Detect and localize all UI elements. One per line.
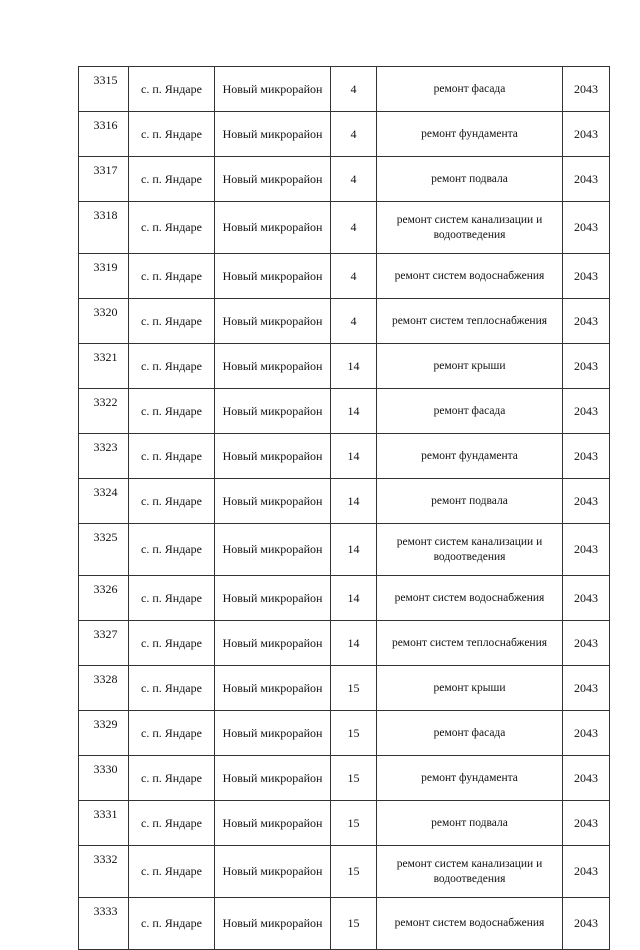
table-row [79,202,610,254]
work-type-cell: ремонт крыши [377,666,563,711]
house-number-cell: 14 [331,389,377,434]
house-number-cell: 15 [331,801,377,846]
work-type-cell: ремонт фасада [377,389,563,434]
table-row [79,67,610,112]
street-cell: Новый микрорайон [215,67,331,112]
row-number-cell: 3315 [79,67,129,112]
row-number-cell: 3325 [79,524,129,576]
settlement-cell: с. п. Яндаре [129,666,215,711]
year-cell: 2043 [563,524,610,576]
table-row [79,621,610,666]
row-number-cell: 3317 [79,157,129,202]
street-cell: Новый микрорайон [215,157,331,202]
house-number-cell: 4 [331,157,377,202]
work-type-cell: ремонт фундамента [377,434,563,479]
year-cell: 2043 [563,254,610,299]
street-cell: Новый микрорайон [215,621,331,666]
year-cell: 2043 [563,67,610,112]
row-number-cell: 3320 [79,299,129,344]
house-number-cell: 14 [331,524,377,576]
house-number-cell: 14 [331,344,377,389]
house-number-cell: 14 [331,479,377,524]
row-number-cell: 3330 [79,756,129,801]
settlement-cell: с. п. Яндаре [129,756,215,801]
work-type-cell: ремонт фасада [377,67,563,112]
settlement-cell: с. п. Яндаре [129,711,215,756]
house-number-cell: 15 [331,846,377,898]
house-number-cell: 4 [331,299,377,344]
street-cell: Новый микрорайон [215,202,331,254]
table-row [79,576,610,621]
table-row [79,801,610,846]
row-number-cell: 3319 [79,254,129,299]
table-row [79,434,610,479]
year-cell: 2043 [563,434,610,479]
work-type-cell: ремонт систем канализации и водоотведения [377,846,563,898]
work-type-cell: ремонт систем теплоснабжения [377,621,563,666]
table-row [79,846,610,898]
settlement-cell: с. п. Яндаре [129,621,215,666]
table-row [79,711,610,756]
house-number-cell: 15 [331,756,377,801]
year-cell: 2043 [563,479,610,524]
settlement-cell: с. п. Яндаре [129,299,215,344]
row-number-cell: 3327 [79,621,129,666]
table-row [79,756,610,801]
street-cell: Новый микрорайон [215,756,331,801]
year-cell: 2043 [563,801,610,846]
house-number-cell: 4 [331,112,377,157]
work-type-cell: ремонт фундамента [377,112,563,157]
street-cell: Новый микрорайон [215,846,331,898]
house-number-cell: 15 [331,711,377,756]
work-type-cell: ремонт систем теплоснабжения [377,299,563,344]
year-cell: 2043 [563,299,610,344]
street-cell: Новый микрорайон [215,898,331,950]
street-cell: Новый микрорайон [215,479,331,524]
row-number-cell: 3318 [79,202,129,254]
table-body [79,67,610,950]
work-type-cell: ремонт подвала [377,157,563,202]
settlement-cell: с. п. Яндаре [129,67,215,112]
row-number-cell: 3328 [79,666,129,711]
year-cell: 2043 [563,846,610,898]
table-row [79,112,610,157]
work-type-cell: ремонт крыши [377,344,563,389]
row-number-cell: 3316 [79,112,129,157]
year-cell: 2043 [563,344,610,389]
table-row [79,344,610,389]
repair-schedule-table [78,66,610,950]
street-cell: Новый микрорайон [215,389,331,434]
row-number-cell: 3321 [79,344,129,389]
table-row [79,666,610,711]
house-number-cell: 14 [331,434,377,479]
row-number-cell: 3322 [79,389,129,434]
table-row [79,157,610,202]
year-cell: 2043 [563,898,610,950]
settlement-cell: с. п. Яндаре [129,576,215,621]
street-cell: Новый микрорайон [215,344,331,389]
year-cell: 2043 [563,202,610,254]
settlement-cell: с. п. Яндаре [129,801,215,846]
year-cell: 2043 [563,756,610,801]
year-cell: 2043 [563,112,610,157]
table-row [79,524,610,576]
year-cell: 2043 [563,621,610,666]
house-number-cell: 4 [331,254,377,299]
house-number-cell: 4 [331,67,377,112]
row-number-cell: 3332 [79,846,129,898]
row-number-cell: 3329 [79,711,129,756]
table-row [79,389,610,434]
table-row [79,898,610,950]
settlement-cell: с. п. Яндаре [129,344,215,389]
year-cell: 2043 [563,711,610,756]
house-number-cell: 15 [331,898,377,950]
year-cell: 2043 [563,389,610,434]
settlement-cell: с. п. Яндаре [129,524,215,576]
street-cell: Новый микрорайон [215,254,331,299]
table-row [79,299,610,344]
street-cell: Новый микрорайон [215,801,331,846]
street-cell: Новый микрорайон [215,434,331,479]
street-cell: Новый микрорайон [215,576,331,621]
settlement-cell: с. п. Яндаре [129,202,215,254]
street-cell: Новый микрорайон [215,711,331,756]
work-type-cell: ремонт систем водоснабжения [377,898,563,950]
settlement-cell: с. п. Яндаре [129,434,215,479]
house-number-cell: 14 [331,621,377,666]
year-cell: 2043 [563,576,610,621]
street-cell: Новый микрорайон [215,666,331,711]
street-cell: Новый микрорайон [215,524,331,576]
settlement-cell: с. п. Яндаре [129,846,215,898]
row-number-cell: 3324 [79,479,129,524]
house-number-cell: 4 [331,202,377,254]
row-number-cell: 3323 [79,434,129,479]
work-type-cell: ремонт подвала [377,801,563,846]
row-number-cell: 3331 [79,801,129,846]
settlement-cell: с. п. Яндаре [129,157,215,202]
settlement-cell: с. п. Яндаре [129,112,215,157]
table-row [79,479,610,524]
settlement-cell: с. п. Яндаре [129,898,215,950]
settlement-cell: с. п. Яндаре [129,254,215,299]
work-type-cell: ремонт систем водоснабжения [377,576,563,621]
street-cell: Новый микрорайон [215,299,331,344]
house-number-cell: 14 [331,576,377,621]
row-number-cell: 3326 [79,576,129,621]
row-number-cell: 3333 [79,898,129,950]
work-type-cell: ремонт систем канализации и водоотведения [377,524,563,576]
house-number-cell: 15 [331,666,377,711]
work-type-cell: ремонт фасада [377,711,563,756]
work-type-cell: ремонт фундамента [377,756,563,801]
work-type-cell: ремонт систем канализации и водоотведения [377,202,563,254]
year-cell: 2043 [563,666,610,711]
work-type-cell: ремонт систем водоснабжения [377,254,563,299]
settlement-cell: с. п. Яндаре [129,389,215,434]
street-cell: Новый микрорайон [215,112,331,157]
table-row [79,254,610,299]
work-type-cell: ремонт подвала [377,479,563,524]
year-cell: 2043 [563,157,610,202]
settlement-cell: с. п. Яндаре [129,479,215,524]
